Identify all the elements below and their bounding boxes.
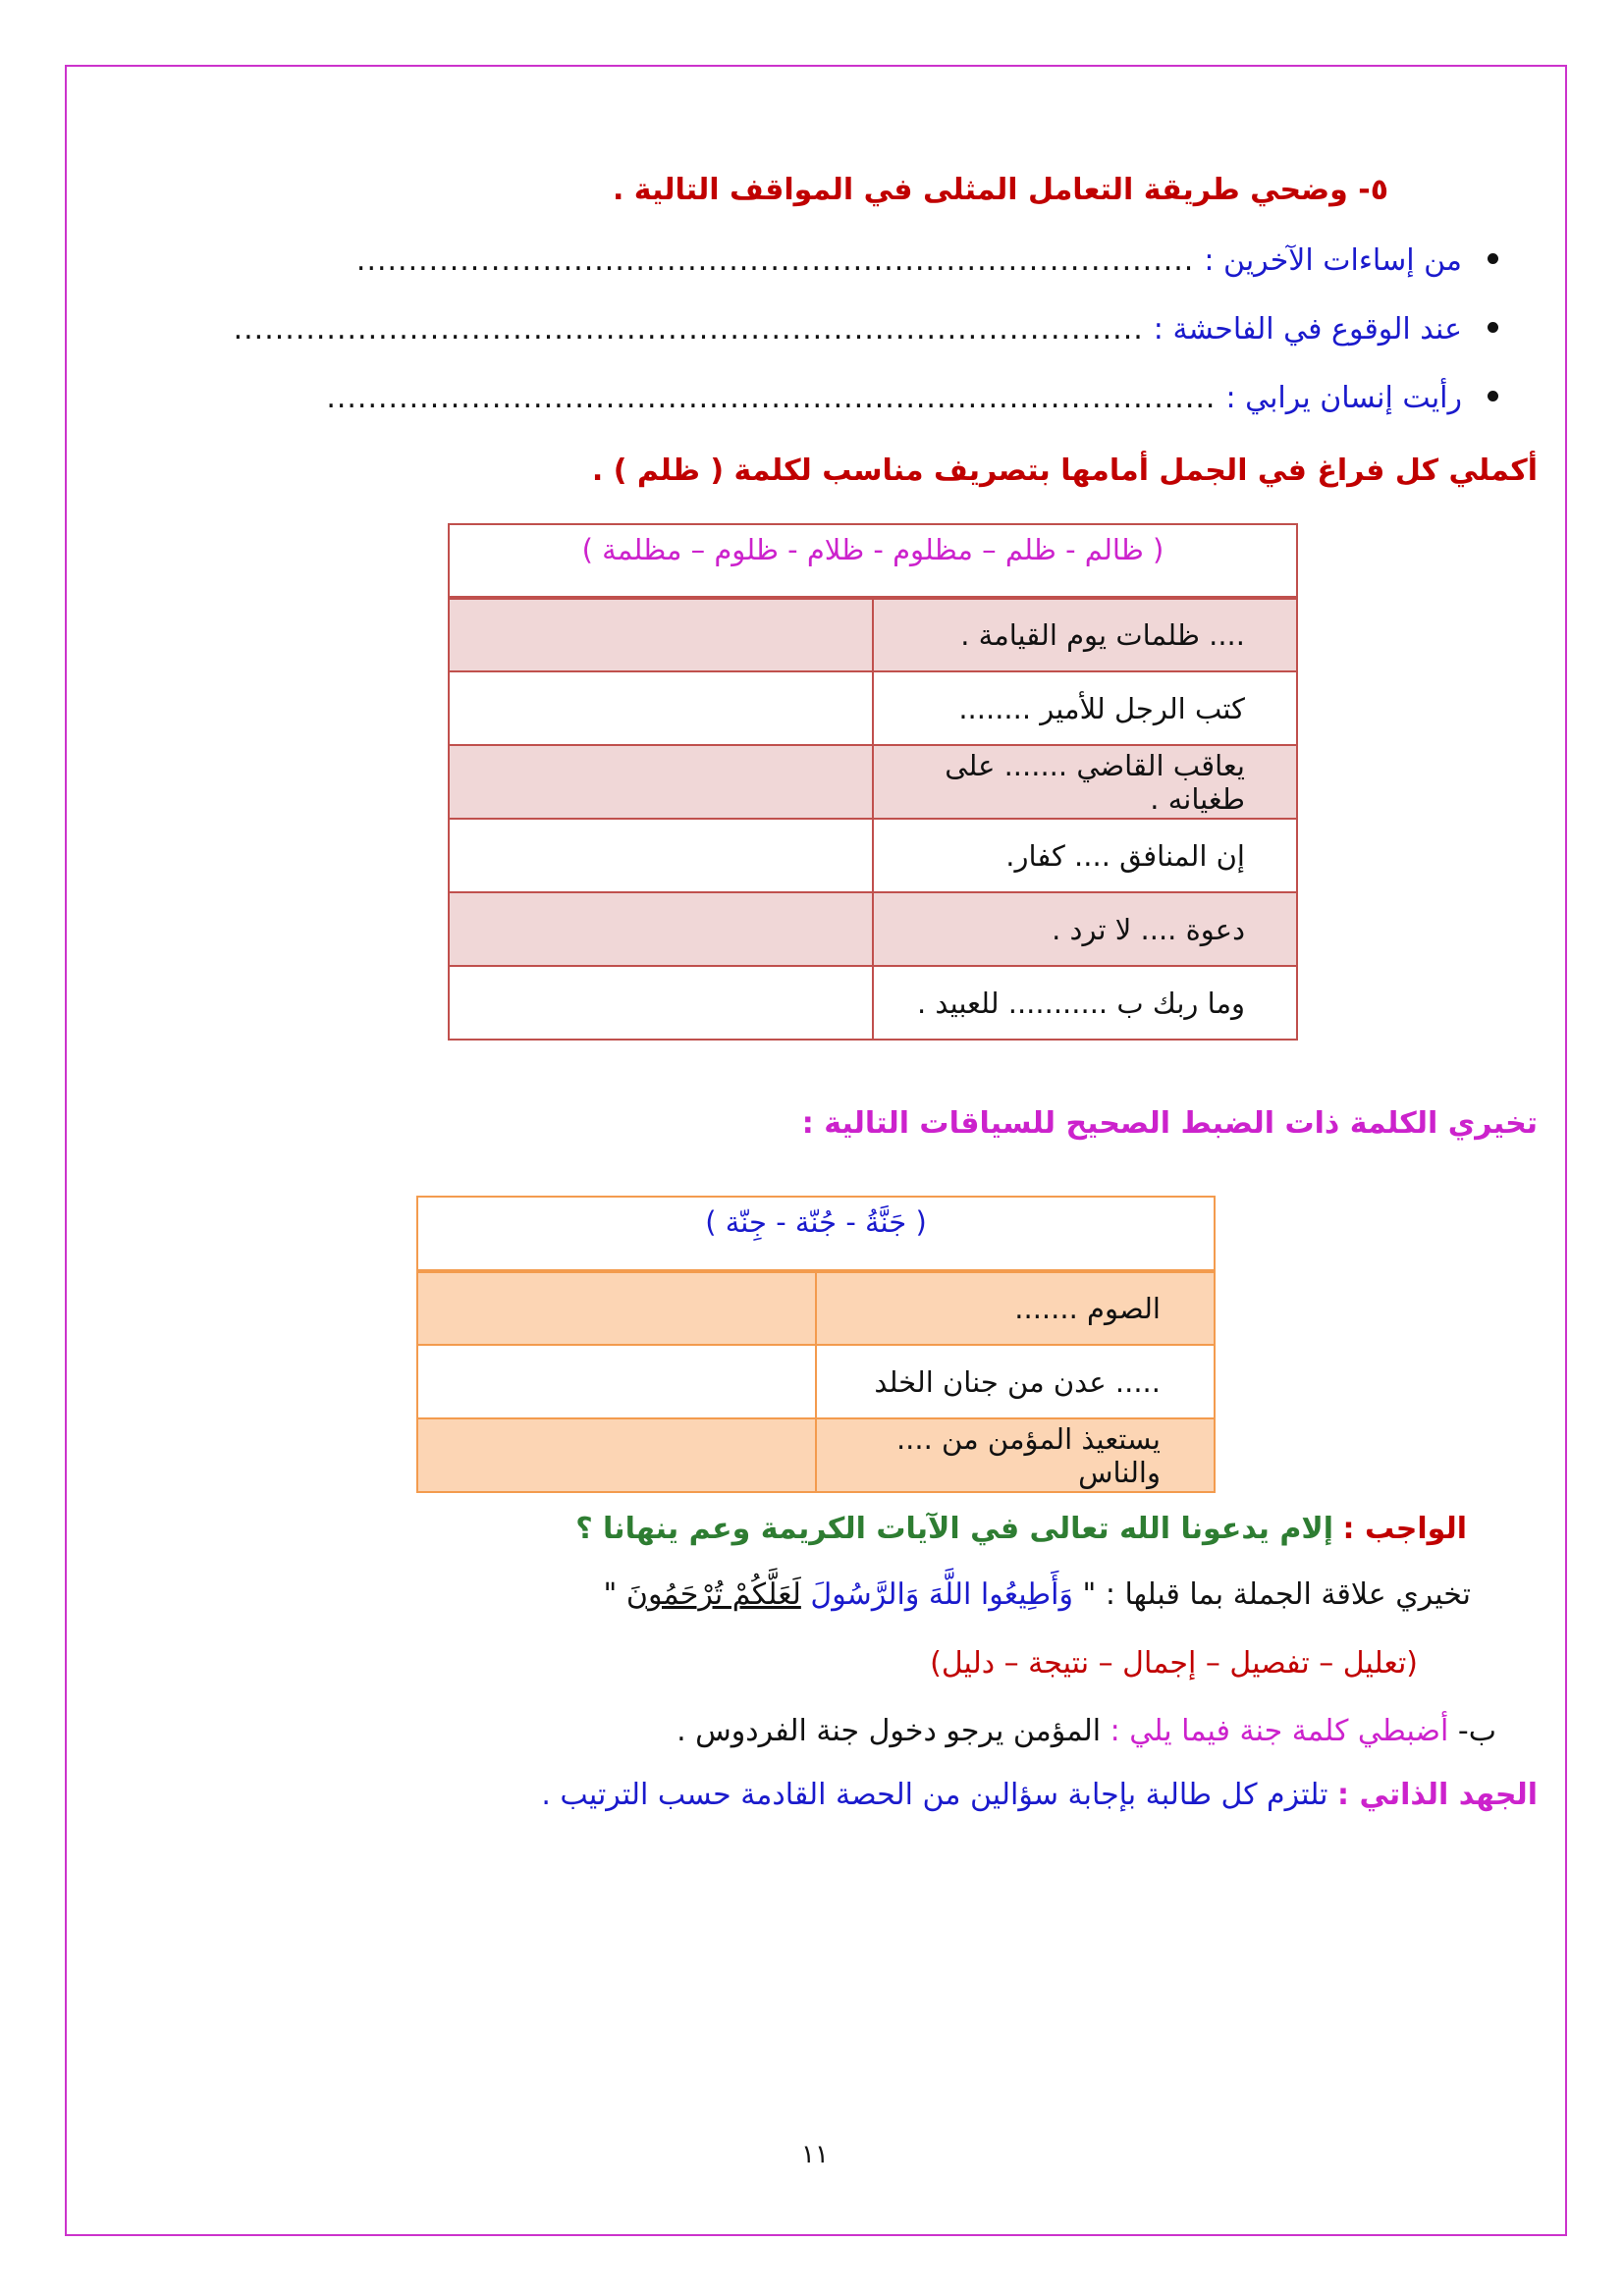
answer-blank[interactable]: ........................................................................................ [233,312,1144,347]
relation-line [604,1577,1471,1612]
q5-number: ٥- [1358,173,1388,207]
part-b-line [677,1714,1496,1748]
answer-cell[interactable] [417,1271,816,1345]
page-number: ١١ [801,2140,829,2169]
table-header [449,524,1297,598]
part-b-instruction: أضبطي كلمة جنة فيما يلي : [1110,1714,1449,1748]
bullet-label: رأيت إنسان يرابي : [1225,381,1462,415]
answer-cell[interactable] [449,745,873,819]
answer-cell[interactable] [449,598,873,671]
table-row [417,1345,1215,1418]
homework-label: الواجب : [1342,1512,1467,1546]
table-row [417,1418,1215,1492]
answer-cell[interactable] [417,1345,816,1418]
answer-cell[interactable] [449,671,873,745]
bullet-icon [1488,391,1498,401]
answer-blank[interactable]: ................................................................................. [355,243,1195,278]
table-row [449,745,1297,819]
verse-underlined: لَعَلَّكُمْ تُرْحَمُونَ [625,1577,801,1612]
self-effort-text: تلتزم كل طالبة بإجابة سؤالين من الحصة القادمة حسب الترتيب . [541,1778,1328,1812]
options-cell: ( ظالم - ظلم – مظلوم - ظلام - ظلوم – مظلمة ) [449,524,1297,598]
q5-title: وضحي طريقة التعامل المثلى في المواقف التالية . [612,173,1348,207]
diacritics-title: تخيري الكلمة ذات الضبط الصحيح للسياقات التالية : [801,1106,1538,1141]
sentence-cell: إن المنافق .... كفار. [873,819,1297,892]
table-row [449,819,1297,892]
bullet-label: من إساءات الآخرين : [1204,243,1462,278]
answer-cell[interactable] [449,819,873,892]
bullet-row-1 [356,243,1498,278]
bullet-row-3 [326,381,1498,415]
relation-prefix: تخيري علاقة الجملة بما قبلها : " [1082,1577,1471,1612]
bullet-label: عند الوقوع في الفاحشة : [1153,312,1462,347]
bullet-icon [1488,253,1498,264]
part-b-sentence: المؤمن يرجو دخول جنة الفردوس . [677,1714,1102,1748]
answer-cell[interactable] [449,966,873,1040]
complete-table [448,523,1298,1041]
sentence-cell: وما ربك ب ........... للعبيد . [873,966,1297,1040]
diacritics-table [416,1196,1216,1493]
sentence-cell: الصوم ....... [816,1271,1215,1345]
table-row [449,966,1297,1040]
self-effort-label: الجهد الذاتي : [1337,1778,1538,1812]
sentence-cell: يستعيذ المؤمن من .... والناس [816,1418,1215,1492]
table-row [449,892,1297,966]
answer-cell[interactable] [417,1418,816,1492]
answer-blank[interactable]: ...................................................................................... [326,381,1217,415]
self-effort-line [541,1778,1538,1812]
answer-cell[interactable] [449,892,873,966]
sentence-cell: كتب الرجل للأمير ........ [873,671,1297,745]
verse-text: وَأَطِيعُوا اللَّهَ وَالرَّسُولَ [810,1577,1073,1612]
part-b-label: ب- [1457,1714,1496,1748]
sentence-cell: يعاقب القاضي ....... على طغيانه . [873,745,1297,819]
table-header [417,1197,1215,1271]
sentence-cell: .... ظلمات يوم القيامة . [873,598,1297,671]
table-row [417,1271,1215,1345]
bullet-icon [1488,322,1498,333]
sentence-cell: ..... عدن من جنان الخلد [816,1345,1215,1418]
complete-title: أكملي كل فراغ في الجمل أمامها بتصريف مناسب لكلمة ( ظلم ) . [591,454,1538,488]
table-row [449,598,1297,671]
table-row [449,671,1297,745]
sentence-cell: دعوة .... لا ترد . [873,892,1297,966]
options-cell: ( جَنَّةُ - جُنّة - جِنّة ) [417,1197,1215,1271]
q5-heading [613,173,1388,207]
relation-choices: (تعليل – تفصيل – إجمال – نتيجة – دليل) [930,1646,1418,1681]
homework-line [575,1512,1467,1546]
bullet-row-2 [234,312,1498,347]
relation-suffix: " [603,1577,618,1612]
homework-question: إلام يدعونا الله تعالى في الآيات الكريمة وعم ينهانا ؟ [575,1512,1333,1546]
